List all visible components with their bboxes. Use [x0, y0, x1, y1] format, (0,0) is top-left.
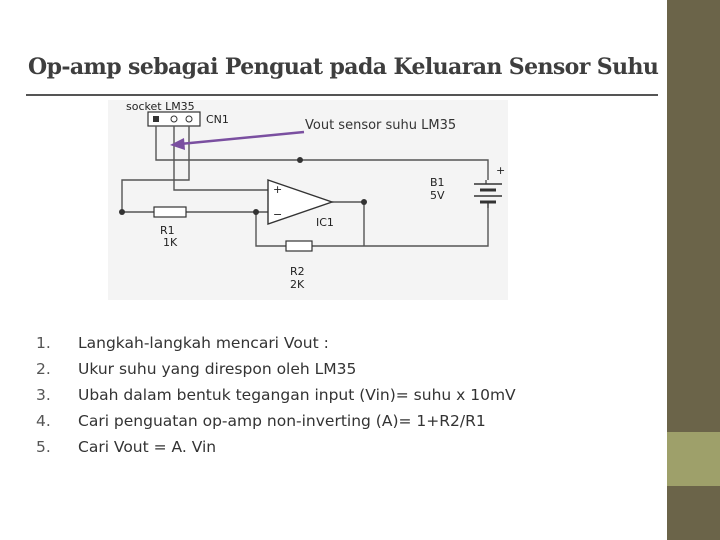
step-number: 3.	[36, 386, 51, 404]
junction-dot	[119, 209, 125, 215]
resistor-r1	[154, 207, 186, 217]
side-accent	[667, 432, 720, 486]
battery-b1	[474, 184, 502, 208]
junction-dot	[297, 157, 303, 163]
battery-value: 5V	[430, 189, 445, 202]
annotation-text: Vout sensor suhu LM35	[305, 118, 457, 133]
connector-pin-1	[153, 116, 159, 122]
arrow-head-icon	[170, 138, 185, 150]
step-text: Cari Vout = A. Vin	[78, 438, 217, 456]
annotation-arrow	[180, 132, 304, 144]
opamp-plus: +	[273, 183, 283, 196]
step-number: 2.	[36, 360, 51, 378]
r2-value: 2K	[290, 278, 305, 291]
battery-label: B1	[430, 176, 445, 189]
list-item	[36, 434, 516, 460]
r1-value: 1K	[163, 236, 178, 249]
title-underline	[26, 94, 658, 96]
slide-title: Op-amp sebagai Penguat pada Keluaran Sensor Suhu	[28, 54, 659, 80]
junction-dot	[253, 209, 259, 215]
step-text: Cari penguatan op-amp non-inverting (A)= 1+R2/R1	[78, 412, 486, 430]
list-item	[36, 408, 516, 434]
step-text: Ukur suhu yang direspon oleh LM35	[78, 360, 357, 378]
resistor-r2	[286, 241, 312, 251]
list-item	[36, 382, 516, 408]
r2-label: R2	[290, 265, 305, 278]
step-number: 4.	[36, 412, 51, 430]
step-text: Ubah dalam bentuk tegangan input (Vin)= suhu x 10mV	[78, 386, 516, 404]
junction-dot	[361, 199, 367, 205]
list-item	[36, 330, 516, 356]
opamp-minus: −	[273, 208, 283, 221]
steps-list	[36, 330, 516, 460]
step-number: 1.	[36, 334, 51, 352]
step-number: 5.	[36, 438, 51, 456]
opamp-label: IC1	[316, 216, 334, 229]
connector-label: CN1	[206, 113, 229, 126]
battery-plus: +	[496, 164, 506, 177]
step-text: Langkah-langkah mencari Vout :	[78, 334, 329, 352]
circuit-diagram	[108, 100, 508, 300]
list-item	[36, 356, 516, 382]
socket-label: socket LM35	[126, 100, 195, 113]
r1-label: R1	[160, 224, 175, 237]
